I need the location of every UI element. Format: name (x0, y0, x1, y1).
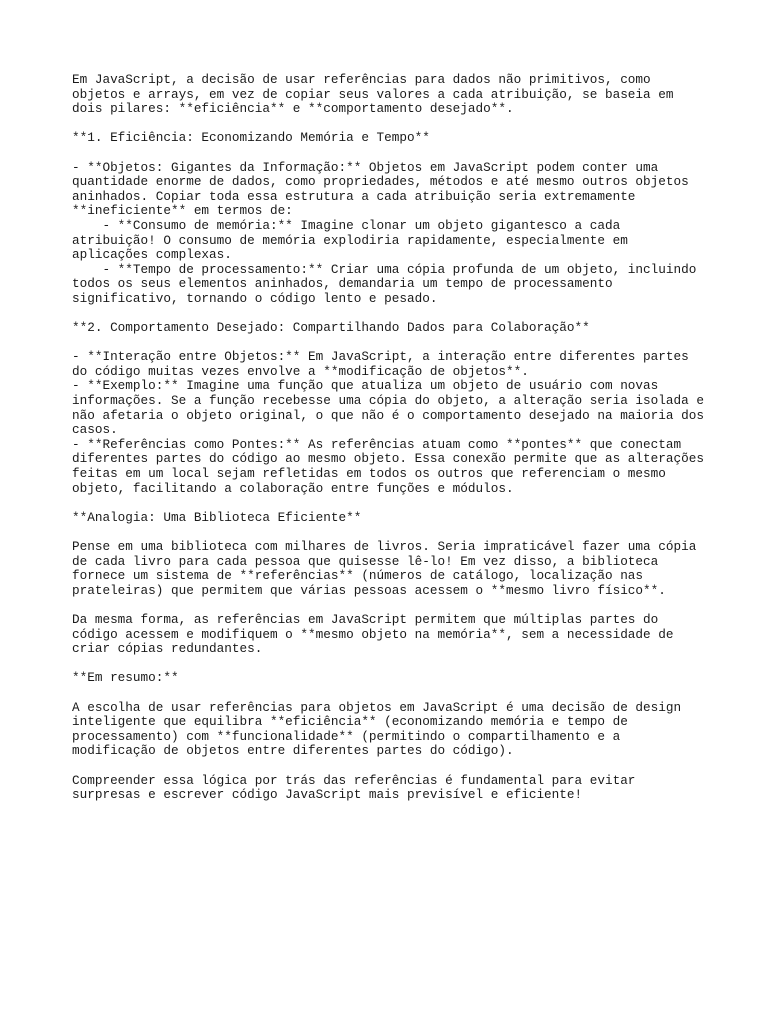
text-line: Em JavaScript, a decisão de usar referências para dados não primitivos, como (72, 72, 651, 87)
text-line: inteligente que equilibra **eficiência** (economizando memória e tempo de (72, 714, 628, 730)
paragraph-objects-giants (72, 161, 712, 307)
text-line: - **Exemplo:** Imagine uma função que atualiza um objeto de usuário com novas (72, 378, 659, 394)
paragraph-spacer (72, 657, 712, 672)
paragraph-library (72, 540, 712, 598)
heading-analogy (72, 511, 712, 526)
text-line: feitas em um local sejam refletidas em todos os outros que referenciam o mesmo (72, 466, 666, 482)
text-line: **Em resumo:** (72, 670, 179, 686)
text-line: atribuição! O consumo de memória explodiria rapidamente, especialmente em (72, 232, 628, 248)
paragraph-behavior-points (72, 350, 712, 496)
text-line: **2. Comportamento Desejado: Compartilhando Dados para Colaboração** (72, 320, 590, 336)
paragraph-spacer (72, 146, 712, 161)
text-line: objeto, facilitando a colaboração entre funções e módulos. (72, 480, 514, 496)
text-line: Compreender essa lógica por trás das referências é fundamental para evitar (72, 772, 636, 788)
text-line: de cada livro para cada pessoa que quisesse lê-lo! Em vez disso, a biblioteca (72, 553, 659, 569)
text-line: - **Consumo de memória:** Imagine clonar um objeto gigantesco a cada (72, 217, 621, 233)
paragraph-spacer (72, 686, 712, 701)
text-line: - **Referências como Pontes:** As referências atuam como **pontes** que conectam (72, 436, 682, 452)
heading-efficiency (72, 131, 712, 146)
paragraph-same-way (72, 613, 712, 657)
document-page (72, 73, 712, 803)
text-line: dois pilares: **eficiência** e **comportamento desejado**. (72, 101, 514, 117)
paragraph-summary (72, 701, 712, 759)
text-line: não afetaria o objeto original, o que não é o comportamento desejado na maioria dos (72, 407, 704, 423)
text-line: **ineficiente** em termos de: (72, 203, 293, 219)
text-line: Pense em uma biblioteca com milhares de livros. Seria impraticável fazer uma cópia (72, 539, 697, 554)
text-line: aninhados. Copiar toda essa estrutura a cada atribuição seria extremamente (72, 188, 636, 204)
paragraph-spacer (72, 307, 712, 322)
text-line: código acessem e modifiquem o **mesmo objeto na memória**, sem a necessidade de (72, 626, 674, 642)
text-line: do código muitas vezes envolve a **modificação de objetos**. (72, 363, 529, 379)
heading-behavior (72, 321, 712, 336)
text-line: - **Objetos: Gigantes da Informação:** Objetos em JavaScript podem conter uma (72, 159, 659, 175)
paragraph-spacer (72, 598, 712, 613)
paragraph-spacer (72, 117, 712, 132)
text-line: diferentes partes do código ao mesmo objeto. Essa conexão permite que as alterações (72, 451, 704, 467)
heading-summary (72, 671, 712, 686)
text-line: processamento) com **funcionalidade** (permitindo o compartilhamento e a (72, 728, 621, 744)
text-line: fornece um sistema de **referências** (números de catálogo, localização nas (72, 568, 644, 584)
paragraph-closing (72, 774, 712, 803)
paragraph-spacer (72, 525, 712, 540)
text-line: **1. Eficiência: Economizando Memória e Tempo** (72, 130, 430, 146)
text-line: informações. Se a função recebesse uma cópia do objeto, a alteração seria isolada e (72, 393, 704, 409)
text-line: A escolha de usar referências para objetos em JavaScript é uma decisão de design (72, 699, 682, 715)
text-line: casos. (72, 422, 118, 438)
text-line: modificação de objetos entre diferentes partes do código). (72, 743, 514, 759)
text-line: objetos e arrays, em vez de copiar seus valores a cada atribuição, se baseia em (72, 86, 674, 102)
text-line: todos os seus elementos aninhados, demandaria um tempo de processamento (72, 276, 613, 292)
text-line: significativo, tornando o código lento e pesado. (72, 290, 438, 306)
text-line: surpresas e escrever código JavaScript mais previsível e eficiente! (72, 787, 583, 803)
paragraph-intro (72, 73, 712, 117)
text-line: - **Interação entre Objetos:** Em JavaScript, a interação entre diferentes partes (72, 349, 689, 365)
paragraph-spacer (72, 759, 712, 774)
text-line: - **Tempo de processamento:** Criar uma cópia profunda de um objeto, incluindo (72, 261, 697, 277)
text-line: prateleiras) que permitem que várias pessoas acessem o **mesmo livro físico**. (72, 582, 666, 598)
paragraph-spacer (72, 496, 712, 511)
text-line: quantidade enorme de dados, como propriedades, métodos e até mesmo outros objetos (72, 174, 689, 190)
text-line: aplicações complexas. (72, 247, 232, 263)
text-line: **Analogia: Uma Biblioteca Eficiente** (72, 509, 362, 525)
text-line: criar cópias redundantes. (72, 641, 263, 657)
paragraph-spacer (72, 336, 712, 351)
text-line: Da mesma forma, as referências em JavaScript permitem que múltiplas partes do (72, 611, 659, 627)
